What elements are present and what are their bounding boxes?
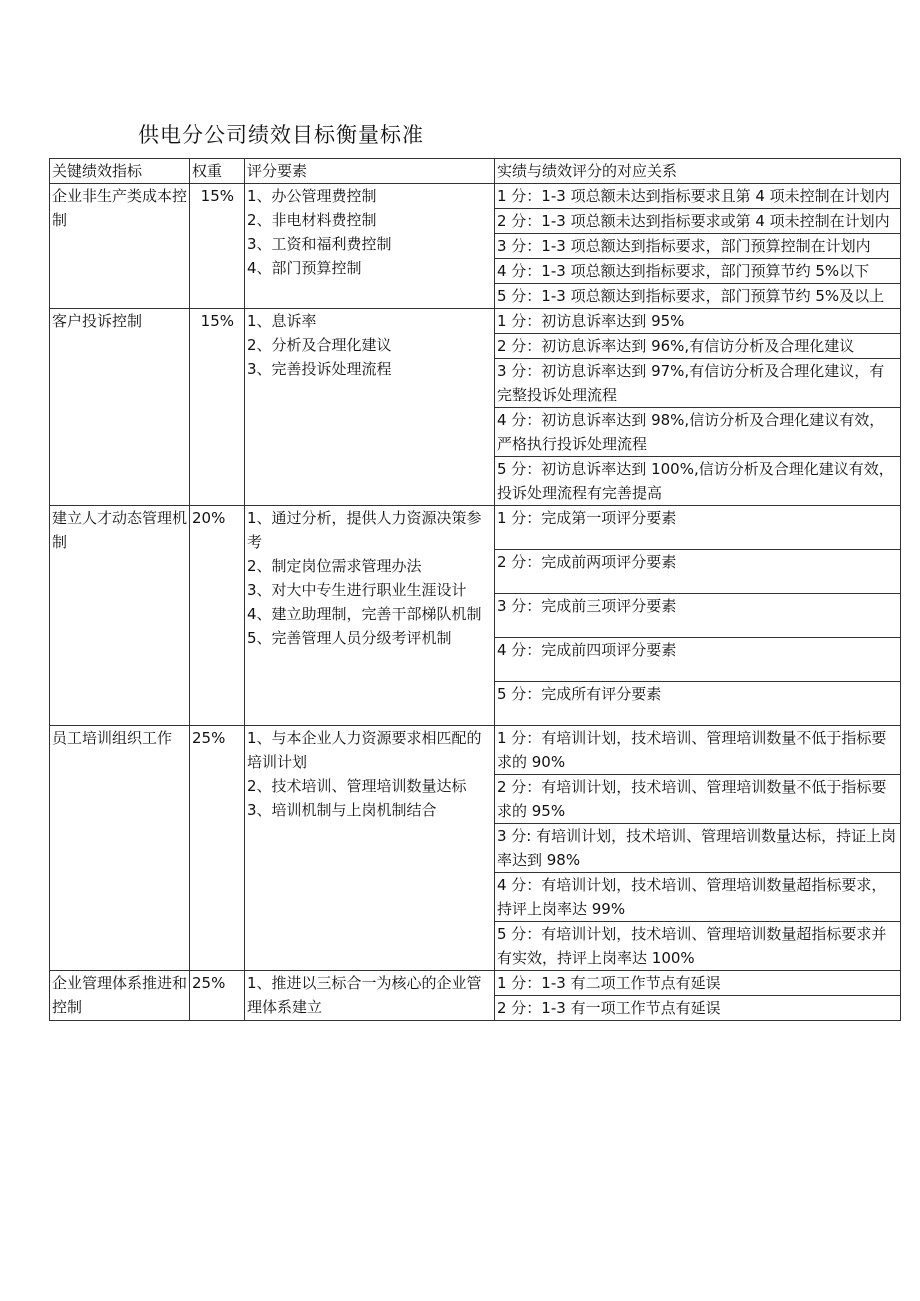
element-item: 1、通过分析，提供人力资源决策参考 (247, 509, 482, 551)
elements-cell (245, 726, 495, 971)
indicator-cell: 建立人才动态管理机制 (50, 506, 190, 726)
criterion-item: 2 分：有培训计划，技术培训、管理培训数量不低于指标要求的 95% (495, 775, 900, 824)
criterion-item: 4 分：1-3 项总额达到指标要求，部门预算节约 5%以下 (495, 259, 900, 284)
criterion-item: 3 分: 有培训计划，技术培训、管理培训数量达标，持证上岗率达到 98% (495, 824, 900, 873)
table-row (50, 309, 901, 506)
criterion-item: 1 分：1-3 有二项工作节点有延误 (495, 971, 900, 996)
criteria-cell (495, 971, 901, 1021)
weight-cell: 15% (190, 309, 245, 506)
criterion-item: 5 分：初访息诉率达到 100%,信访分析及合理化建议有效，投诉处理流程有完善提高 (497, 460, 894, 502)
element-item: 3、培训机制与上岗机制结合 (247, 801, 437, 819)
indicator-cell: 企业非生产类成本控制 (50, 184, 190, 309)
criterion-item: 4 分：完成前四项评分要素 (495, 638, 900, 682)
criterion-item: 1 分：初访息诉率达到 95% (495, 309, 900, 334)
page-title: 供电分公司绩效目标衡量标准 (138, 123, 424, 147)
criteria-cell (495, 309, 901, 506)
header-weight: 权重 (190, 159, 245, 184)
criteria-cell (495, 726, 901, 971)
table-row (50, 184, 901, 309)
criterion-item: 2 分：初访息诉率达到 96%,有信访分析及合理化建议 (495, 334, 900, 359)
criterion-item: 2 分：完成前两项评分要素 (495, 550, 900, 594)
criterion-item: 2 分：1-3 有一项工作节点有延误 (497, 999, 721, 1017)
weight-cell: 15% (190, 184, 245, 309)
criteria-cell (495, 184, 901, 309)
criterion-item: 4 分：有培训计划，技术培训、管理培训数量超指标要求，持评上岗率达 99% (495, 873, 900, 922)
element-item: 1、与本企业人力资源要求相匹配的培训计划 (247, 729, 482, 771)
criterion-item: 3 分：完成前三项评分要素 (495, 594, 900, 638)
element-item: 3、对大中专生进行职业生涯设计 (247, 581, 467, 599)
element-item: 1、推进以三标合一为核心的企业管理体系建立 (247, 974, 482, 1016)
criterion-item: 5 分：有培训计划，技术培训、管理培训数量超指标要求并有实效，持评上岗率达 100% (497, 925, 887, 967)
table-row (50, 506, 901, 726)
element-item: 2、技术培训、管理培训数量达标 (247, 777, 467, 795)
indicator-cell: 客户投诉控制 (50, 309, 190, 506)
header-criteria: 实绩与绩效评分的对应关系 (495, 159, 901, 184)
criterion-item: 4 分：初访息诉率达到 98%,信访分析及合理化建议有效，严格执行投诉处理流程 (495, 408, 900, 457)
header-elements: 评分要素 (245, 159, 495, 184)
table-header-row (50, 159, 901, 184)
criterion-item: 2 分：1-3 项总额未达到指标要求或第 4 项未控制在计划内 (495, 209, 900, 234)
table-row (50, 726, 901, 971)
table-row (50, 971, 901, 1021)
element-item: 1、息诉率 (247, 312, 317, 330)
criterion-item: 3 分：初访息诉率达到 97%,有信访分析及合理化建议，有完整投诉处理流程 (495, 359, 900, 408)
criteria-cell (495, 506, 901, 726)
criterion-item: 3 分：1-3 项总额达到指标要求，部门预算控制在计划内 (495, 234, 900, 259)
header-indicator: 关键绩效指标 (50, 159, 190, 184)
criterion-item: 1 分：有培训计划，技术培训、管理培训数量不低于指标要求的 90% (495, 726, 900, 775)
element-item: 3、工资和福利费控制 (247, 235, 392, 253)
element-item: 4、建立助理制，完善干部梯队机制 (247, 605, 482, 623)
element-item: 2、制定岗位需求管理办法 (247, 557, 422, 575)
element-item: 3、完善投诉处理流程 (247, 360, 392, 378)
weight-cell: 25% (190, 971, 245, 1021)
kpi-table (49, 158, 901, 1021)
criterion-item: 5 分：完成所有评分要素 (497, 685, 662, 703)
weight-cell: 25% (190, 726, 245, 971)
elements-cell (245, 309, 495, 506)
element-item: 5、完善管理人员分级考评机制 (247, 629, 452, 647)
weight-cell: 20% (190, 506, 245, 726)
criterion-item: 5 分：1-3 项总额达到指标要求，部门预算节约 5%及以上 (497, 287, 885, 305)
indicator-cell: 员工培训组织工作 (50, 726, 190, 971)
element-item: 4、部门预算控制 (247, 259, 362, 277)
criterion-item: 1 分：完成第一项评分要素 (495, 506, 900, 550)
indicator-cell: 企业管理体系推进和控制 (50, 971, 190, 1021)
element-item: 1、办公管理费控制 (247, 187, 377, 205)
criterion-item: 1 分：1-3 项总额未达到指标要求且第 4 项未控制在计划内 (495, 184, 900, 209)
elements-cell (245, 184, 495, 309)
elements-cell (245, 506, 495, 726)
element-item: 2、非电材料费控制 (247, 211, 377, 229)
elements-cell (245, 971, 495, 1021)
element-item: 2、分析及合理化建议 (247, 336, 392, 354)
